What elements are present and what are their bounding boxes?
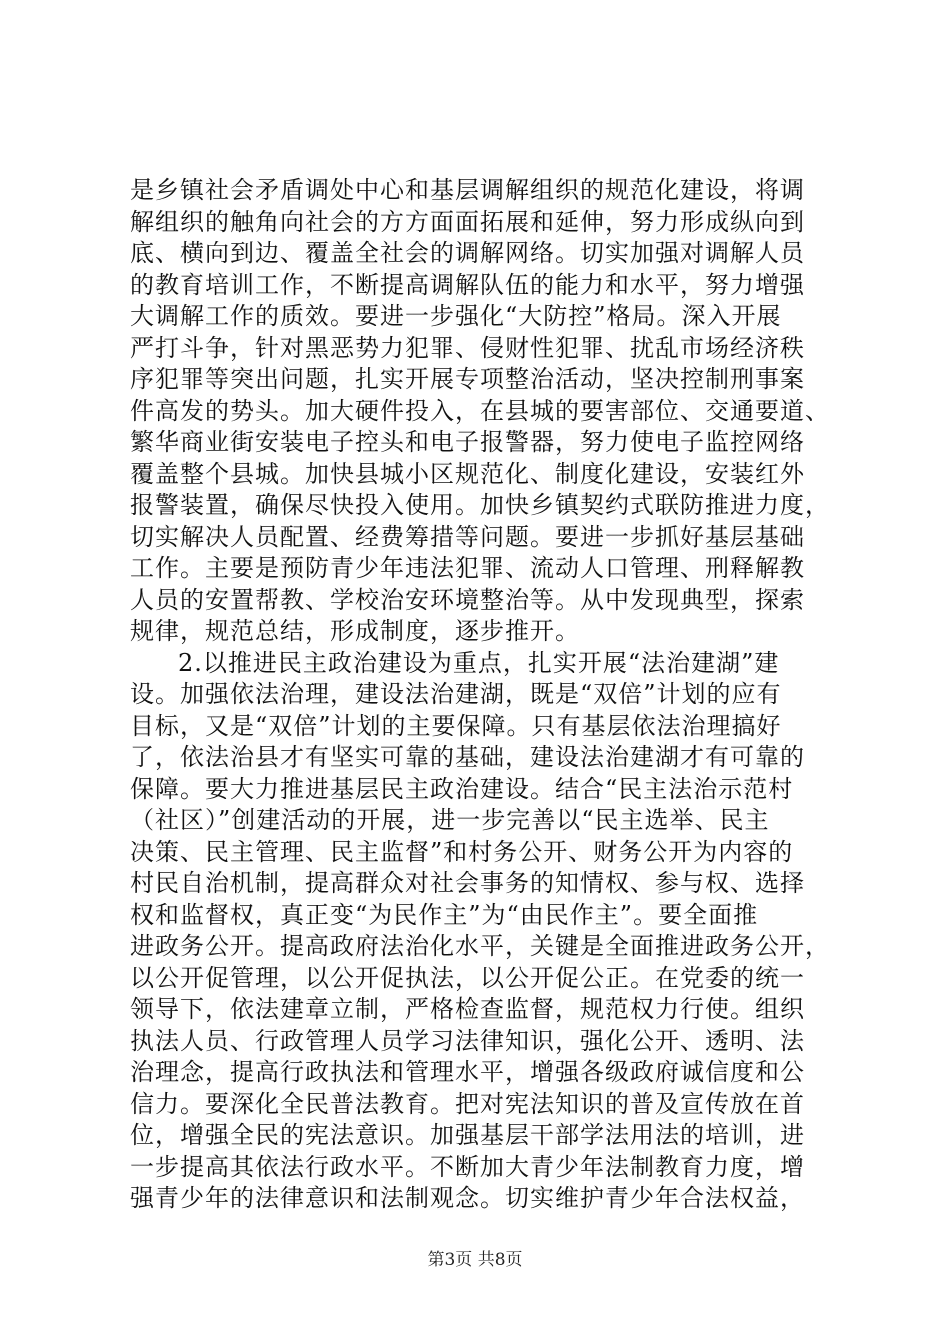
text-line: 工作。主要是预防青少年违法犯罪、流动人口管理、刑释解教 bbox=[130, 554, 805, 582]
text-line: 设。加强依法治理，建设法治建湖，既是“双倍”计划的应有 bbox=[130, 680, 782, 708]
page-number-footer: 第3页 共8页 bbox=[427, 1250, 523, 1270]
text-line: 以公开促管理，以公开促执法，以公开促公正。在党委的统一 bbox=[130, 963, 805, 992]
text-line: 一步提高其依法行政水平。不断加大青少年法制教育力度，增 bbox=[130, 1152, 805, 1181]
text-line: 村民自治机制，提高群众对社会事务的知情权、参与权、选择 bbox=[130, 869, 805, 897]
text-line: 大调解工作的质效。要进一步强化“大防控”格局。深入开展 bbox=[130, 302, 782, 330]
text-line: 切实解决人员配置、经费筹措等问题。要进一步抓好基层基础 bbox=[130, 522, 805, 551]
text-line: 执法人员、行政管理人员学习法律知识，强化公开、透明、法 bbox=[130, 1026, 805, 1055]
text-line: 保障。要大力推进基层民主政治建设。结合“民主法治示范村 bbox=[130, 774, 794, 803]
text-line: 的教育培训工作，不断提高调解队伍的能力和水平，努力增强 bbox=[130, 270, 805, 299]
text-line: 底、横向到边、覆盖全社会的调解网络。切实加强对调解人员 bbox=[130, 239, 805, 267]
text-line: （社区）”创建活动的开展，进一步完善以“民主选举、民主 bbox=[130, 806, 770, 834]
text-line: 进政务公开。提高政府法治化水平，关键是全面推进政务公开， bbox=[130, 932, 830, 960]
text-line: 件高发的势头。加大硬件投入，在县城的要害部位、交通要道、 bbox=[130, 396, 830, 425]
text-line: 目标，又是“双倍”计划的主要保障。只有基层依法治理搞好 bbox=[130, 711, 782, 740]
text-line: 繁华商业街安装电子控头和电子报警器，努力使电子监控网络 bbox=[130, 428, 805, 456]
text-line: 了，依法治县才有坚实可靠的基础，建设法治建湖才有可靠的 bbox=[130, 743, 805, 771]
text-line: 信力。要深化全民普法教育。把对宪法知识的普及宣传放在首 bbox=[130, 1089, 805, 1118]
text-line: 报警装置，确保尽快投入使用。加快乡镇契约式联防推进力度， bbox=[130, 491, 830, 519]
text-line: 规律，规范总结，形成制度，逐步推开。 bbox=[130, 617, 580, 645]
text-line: 是乡镇社会矛盾调处中心和基层调解组织的规范化建设，将调 bbox=[130, 176, 805, 204]
text-line: 领导下，依法建章立制，严格检查监督，规范权力行使。组织 bbox=[130, 995, 805, 1023]
body-text bbox=[130, 175, 830, 1215]
text-line: 位，增强全民的宪法意识。加强基层干部学法用法的培训，进 bbox=[130, 1121, 805, 1149]
paragraph-heading-line: 2.以推进民主政治建设为重点，扎实开展“法治建湖”建 bbox=[178, 648, 780, 677]
text-line: 强青少年的法律意识和法制观念。切实维护青少年合法权益， bbox=[130, 1184, 805, 1212]
text-line: 治理念，提高行政执法和管理水平，增强各级政府诚信度和公 bbox=[130, 1058, 805, 1086]
text-line: 序犯罪等突出问题，扎实开展专项整治活动，坚决控制刑事案 bbox=[130, 365, 805, 393]
text-line: 权和监督权，真正变“为民作主”为“由民作主”。要全面推 bbox=[130, 900, 759, 929]
text-line: 决策、民主管理、民主监督”和村务公开、财务公开为内容的 bbox=[130, 837, 794, 866]
text-line: 覆盖整个县城。加快县城小区规范化、制度化建设，安装红外 bbox=[130, 459, 805, 488]
text-line: 严打斗争，针对黑恶势力犯罪、侵财性犯罪、扰乱市场经济秩 bbox=[130, 333, 805, 362]
text-line: 解组织的触角向社会的方方面面拓展和延伸，努力形成纵向到 bbox=[130, 207, 805, 236]
text-line: 人员的安置帮教、学校治安环境整治等。从中发现典型，探索 bbox=[130, 585, 805, 614]
